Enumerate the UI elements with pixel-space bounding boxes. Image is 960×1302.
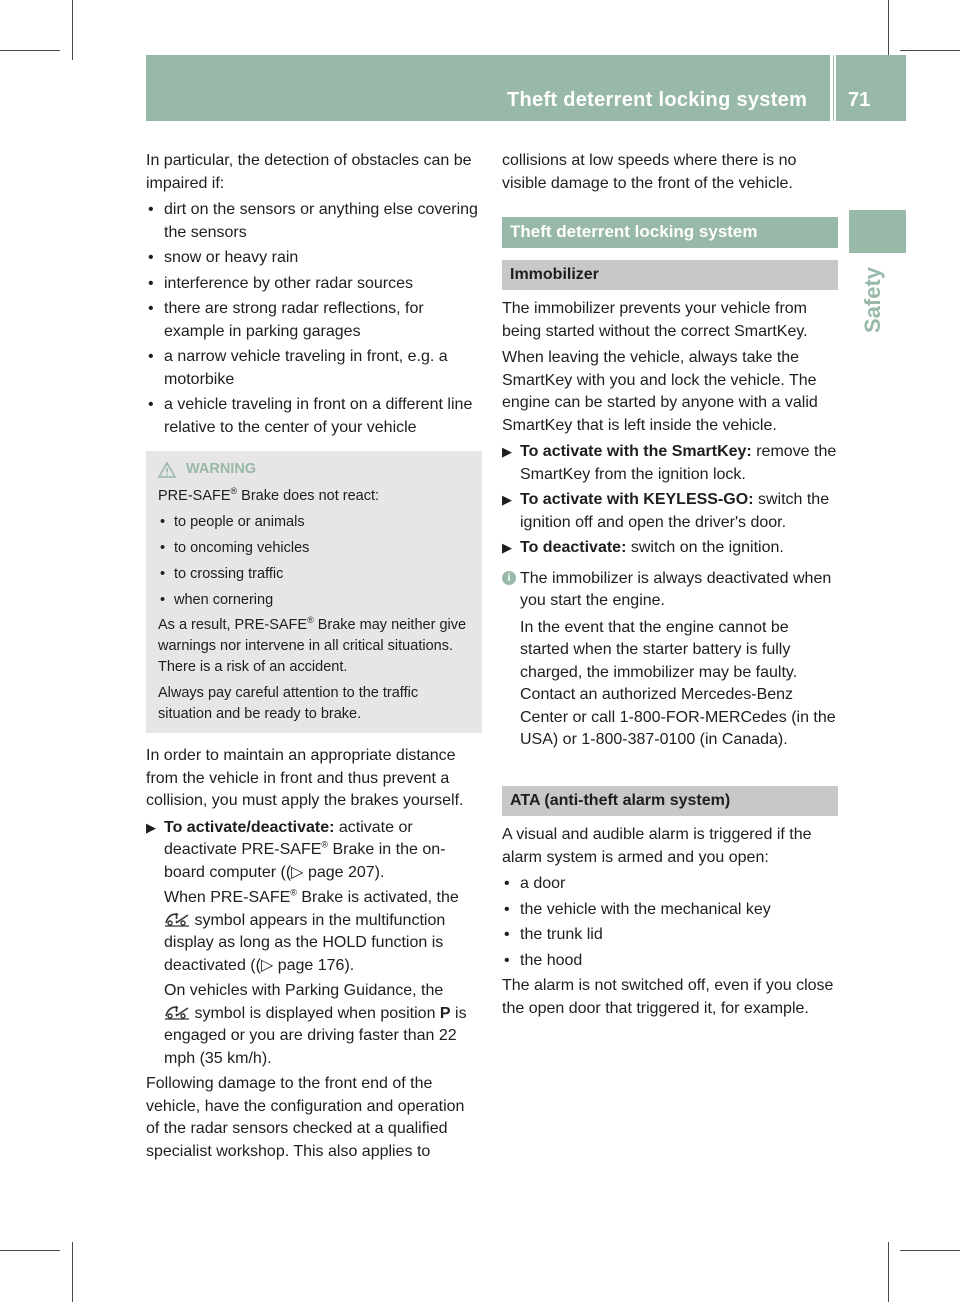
crop-mark [0,1250,60,1251]
crop-mark [900,1250,960,1251]
instruction-step: ▶ To activate/deactivate: activate or deactivate PRE-SAFE® Brake in the on-board computer ((▷ page 207). [146,818,446,881]
list-item: • there are strong radar reflections, for example in parking garages [148,300,424,340]
body-paragraph: collisions at low speeds where there is no visible damage to the front of the vehicle. [502,152,797,192]
sub-heading-immobilizer: Immobilizer [502,260,838,291]
crop-mark [72,1242,73,1302]
page-number: 71 [848,89,871,111]
body-paragraph: The alarm is not switched off, even if you close the open door that triggered it, for example. [502,977,834,1017]
page-number-box [836,55,906,121]
intro-text: In particular, the detection of obstacles can be impaired if: [146,152,472,192]
step-arrow-icon: ▶ [146,819,156,835]
obstacle-list [146,199,482,439]
list-item: • when cornering [160,592,274,608]
step-arrow-icon: ▶ [502,444,512,459]
instruction-detail: On vehicles with Parking Guidance, the symbol is displayed when position P is engaged or you are driving faster than 22 mph (35 km/h). [164,982,467,1067]
left-column [146,150,482,1167]
side-tab-label: Safety [860,266,885,334]
info-icon: i [502,571,516,585]
crop-mark [888,1242,889,1302]
warning-triangle-icon [158,462,176,478]
list-item: • a vehicle traveling in front on a different line relative to the center of your vehicle [148,396,473,436]
sub-heading-ata: ATA (anti-theft alarm system) [502,786,838,817]
crop-mark [900,50,960,51]
list-item: • snow or heavy rain [148,249,299,266]
crop-mark [72,0,73,60]
warning-box [146,451,482,733]
instruction-step: ▶ To activate with the SmartKey: remove the SmartKey from the ignition lock. [502,443,837,483]
header-separator [830,55,833,121]
pre-safe-brake-symbol-icon [164,911,190,927]
list-item: • the hood [504,951,583,969]
list-item: • a narrow vehicle traveling in front, e.g. a motorbike [148,348,448,388]
page-reference-link[interactable]: page 176 [277,956,345,974]
warning-heading [158,459,472,480]
warning-title: WARNING [186,461,257,477]
warning-text: PRE-SAFE® Brake does not react: [158,486,380,504]
body-paragraph: Following damage to the front end of the vehicle, have the configuration and operation of the radar sensors checked at a qualified specialist workshop. This also applies to [146,1075,465,1160]
list-item: • the vehicle with the mechanical key [504,900,771,918]
crop-mark [888,0,889,60]
body-paragraph: When leaving the vehicle, always take the SmartKey with you and lock the vehicle. The engine can be started by anyone with a valid SmartKey that is left inside the vehicle. [502,349,818,434]
page-reference-link[interactable]: page 207 [307,863,375,881]
info-text: The immobilizer is always deactivated when you start the engine. [520,569,832,609]
list-item: • to people or animals [160,514,305,530]
right-column [502,150,838,1024]
body-paragraph: A visual and audible alarm is triggered if the alarm system is armed and you open: [502,826,812,866]
step-arrow-icon: ▶ [502,492,512,507]
pre-safe-brake-symbol-icon [164,1004,190,1020]
instruction-detail: When PRE-SAFE® Brake is activated, the symbol appears in the multifunction display as long as the HOLD function is deactivated ((▷ page 176). [164,887,459,974]
info-note [502,568,838,752]
list-item: • dirt on the sensors or anything else covering the sensors [148,201,478,241]
step-arrow-icon: ▶ [502,540,512,555]
body-paragraph: The immobilizer prevents your vehicle from being started without the correct SmartKey. [502,300,808,340]
instruction-step: ▶ To deactivate: switch on the ignition. [502,537,838,560]
body-paragraph: In order to maintain an appropriate distance from the vehicle in front and thus prevent a collision, you must apply the brakes yourself. [146,747,464,809]
warning-text: Always pay careful attention to the traffic situation and be ready to brake. [158,685,419,722]
side-tab-box [849,210,906,253]
section-heading: Theft deterrent locking system [502,217,838,248]
info-text: In the event that the engine cannot be started when the starter battery is fully charged, the immobilizer may be faulty. Contact an authorized Mercedes-Benz Center or call 1-800-FOR-MERCedes (in the USA) or 1-800-387-0100 (in Canada). [520,618,836,748]
crop-mark [0,50,60,51]
instruction-step: ▶ To activate with KEYLESS-GO: switch the ignition off and open the driver's door. [502,491,830,531]
warning-text: As a result, PRE-SAFE® Brake may neither give warnings nor intervene in all critical situations. There is a risk of an accident. [158,615,467,675]
list-item: • a door [504,875,566,892]
page-title: Theft deterrent locking system [507,89,808,111]
list-item: • to crossing traffic [160,566,284,582]
list-item: • the trunk lid [504,926,603,943]
list-item: • interference by other radar sources [148,274,414,292]
list-item: • to oncoming vehicles [160,540,310,556]
